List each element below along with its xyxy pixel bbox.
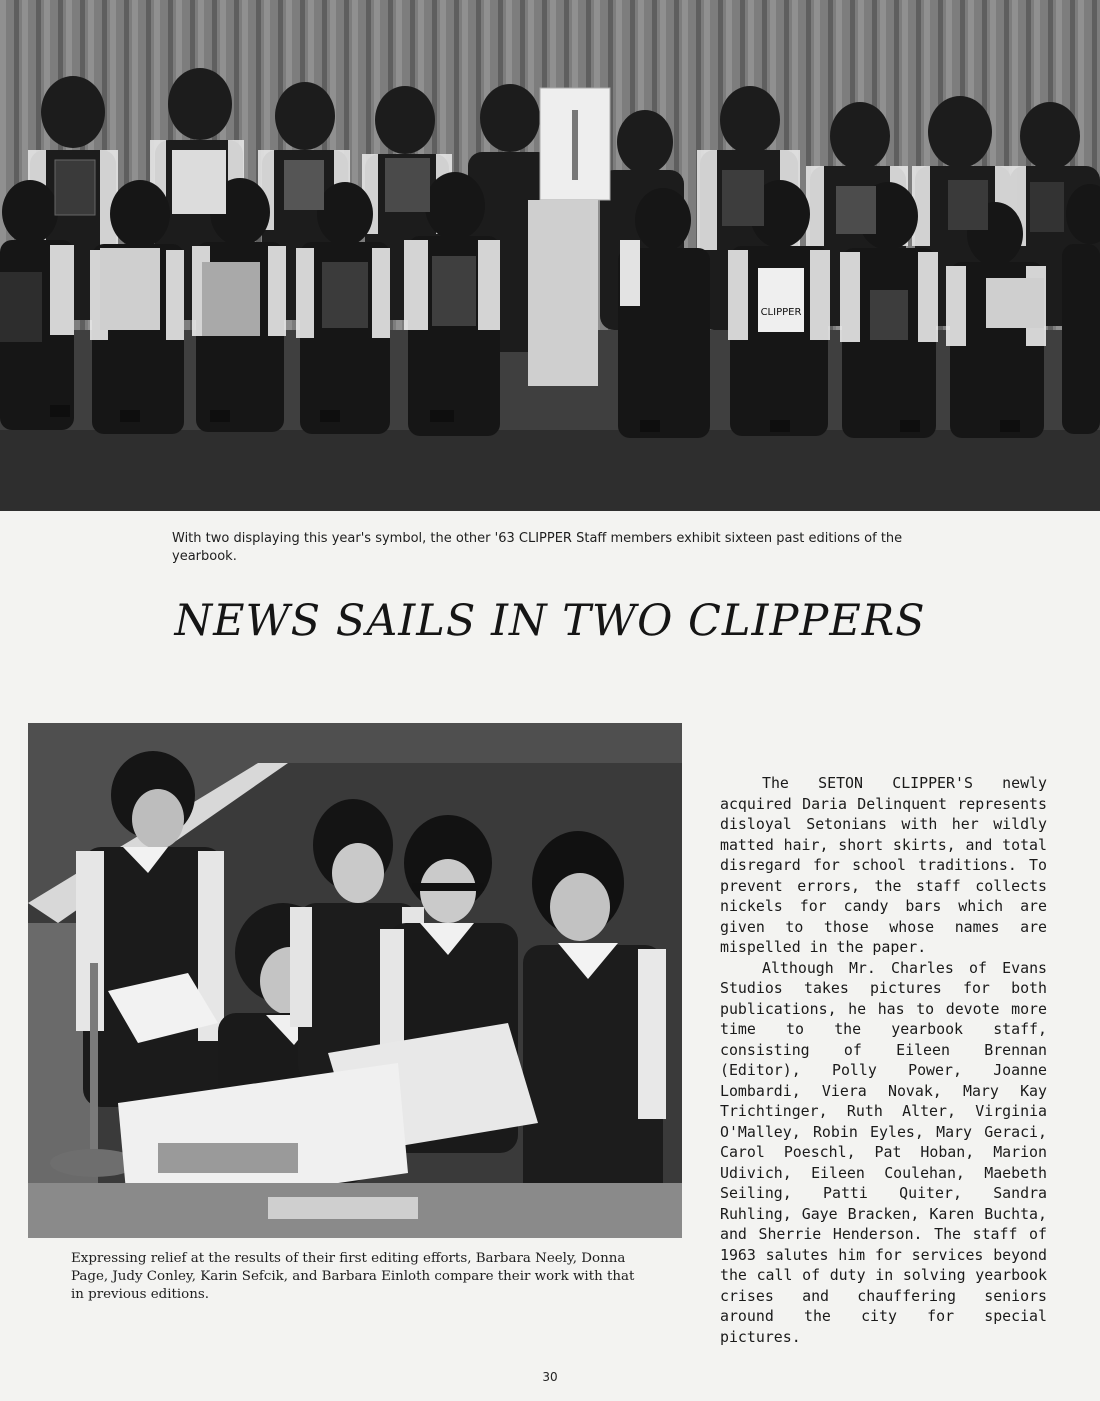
article-paragraph: Although Mr. Charles of Evans Studios takes pictures for both publications, he has to devote more time to the yearbook staff, consisting of Eileen Brennan (Editor), Polly Power, Joanne Lombardi, Viera Novak, Mary Kay Trichtinger, Ruth Alter, Virginia O'Malley, Robin Eyles, Mary Geraci, Carol Poeschl, Pat Hoban, Marion Udivich, Eileen Coulehan, Maebeth Seiling, Patti Quiter, Sandra Ruhling, Gaye Bracken, Karen Buchta, and Sherrie Henderson. The staff of 1963 salutes him for services beyond the call of duty in solving yearbook crises and chauffering seniors around the city for special pictures. xyxy=(720,958,1047,1346)
clipper-book-label: CLIPPER xyxy=(760,307,802,318)
page-number: 30 xyxy=(542,1370,558,1384)
editors-photo xyxy=(28,723,682,1238)
page-headline: NEWS SAILS IN TWO CLIPPERS xyxy=(174,596,926,646)
article-body xyxy=(720,773,1047,1347)
top-photo-caption: With two displaying this year's symbol, the other '63 CLIPPER Staff members exhibit sixteen past editions of the yearbook. xyxy=(172,531,903,564)
bottom-photo-caption: Expressing relief at the results of their first editing efforts, Barbara Neely, Donna Page, Judy Conley, Karin Sefcik, and Barbara Einloth compare their work with that in previous editions. xyxy=(71,1251,635,1302)
article-paragraph: The SETON CLIPPER'S newly acquired Daria Delinquent represents disloyal Setonians with her wildly matted hair, short skirts, and total disregard for school traditions. To prevent errors, the staff collects nickels for candy bars which are given to those whose names are mispelled in the paper. xyxy=(720,774,1047,956)
staff-group-photo xyxy=(0,0,1100,511)
